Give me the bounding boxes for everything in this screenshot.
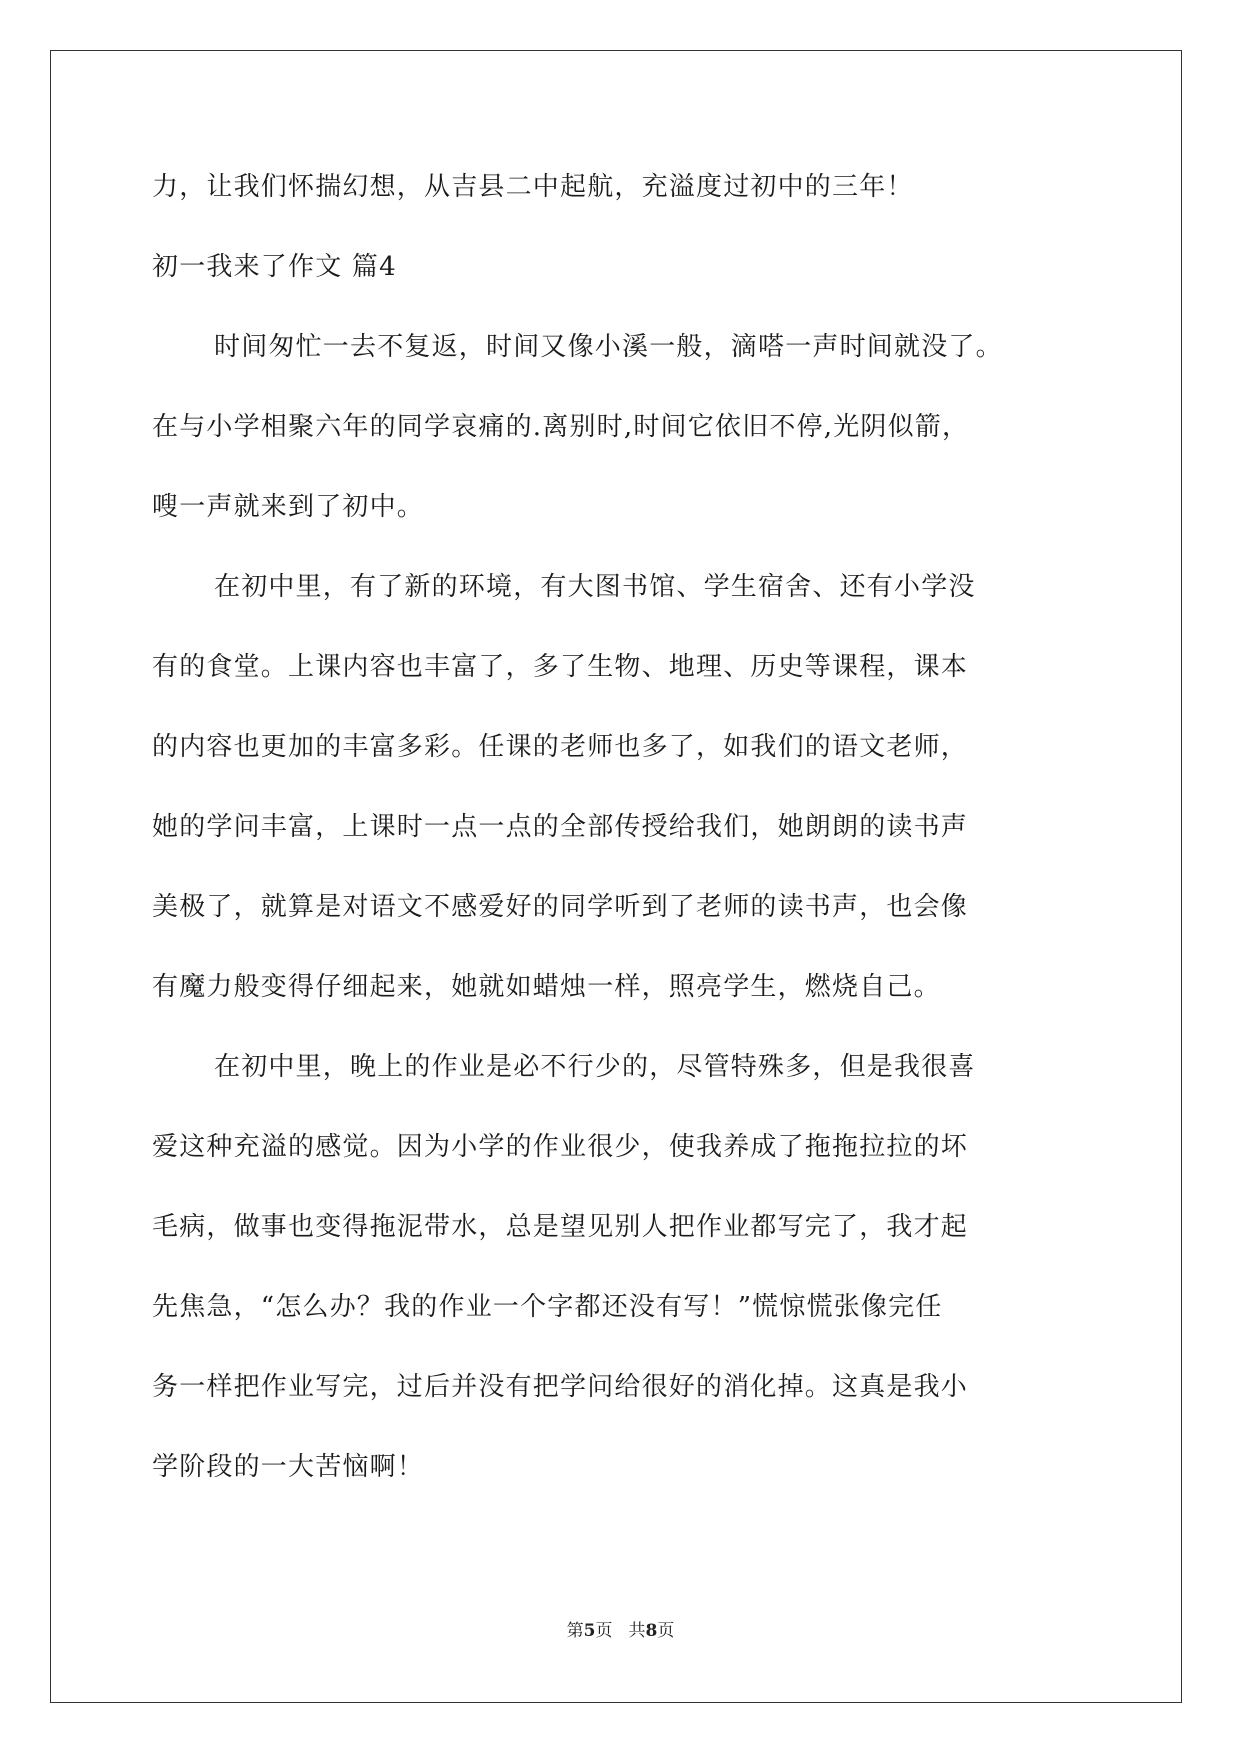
text-line: 的内容也更加的丰富多彩。任课的老师也多了，如我们的语文老师， — [152, 732, 969, 762]
page-prefix: 第 — [566, 1621, 584, 1641]
text-line: 力，让我们怀揣幻想，从吉县二中起航，充溢度过初中的三年！ — [152, 172, 914, 202]
text-line: 爱这种充溢的感觉。因为小学的作业很少，使我养成了拖拖拉拉的坏 — [152, 1132, 969, 1162]
text-line: 她的学问丰富，上课时一点一点的全部传授给我们，她朗朗的读书声 — [152, 812, 969, 842]
text-line: 毛病，做事也变得拖泥带水，总是望见别人把作业都写完了，我才起 — [152, 1212, 969, 1242]
text-line: 嗖一声就来到了初中。 — [152, 492, 425, 522]
text-line: 先焦急，“怎么办？我的作业一个字都还没有写！”慌惊慌张像完任 — [152, 1292, 943, 1322]
page-number: 5 — [583, 1621, 596, 1641]
total-pages: 8 — [645, 1621, 658, 1641]
section-heading: 初一我来了作文 篇4 — [152, 252, 397, 282]
text-line: 在初中里，晚上的作业是必不行少的，尽管特殊多，但是我很喜 — [214, 1052, 976, 1082]
text-line: 美极了，就算是对语文不感爱好的同学听到了老师的读书声，也会像 — [152, 892, 969, 922]
text-line: 有的食堂。上课内容也丰富了，多了生物、地理、历史等课程，课本 — [152, 652, 969, 682]
text-line: 在初中里，有了新的环境，有大图书馆、学生宿舍、还有小学没 — [214, 572, 976, 602]
document-body — [152, 167, 1092, 1527]
page-footer — [0, 1616, 1241, 1641]
text-line: 有魔力般变得仔细起来，她就如蜡烛一样，照亮学生，燃烧自己。 — [152, 972, 941, 1002]
total-prefix: 共 — [628, 1621, 646, 1641]
total-suffix: 页 — [657, 1621, 675, 1641]
text-line: 时间匆忙一去不复返，时间又像小溪一般，滴嗒一声时间就没了。 — [214, 332, 1003, 362]
text-line: 务一样把作业写完，过后并没有把学问给很好的消化掉。这真是我小 — [152, 1372, 969, 1402]
text-line: 在与小学相聚六年的同学哀痛的.离别时,时间它依旧不停,光阴似箭， — [152, 412, 970, 442]
page-suffix: 页 — [595, 1621, 613, 1641]
text-line: 学阶段的一大苦恼啊！ — [152, 1452, 425, 1482]
